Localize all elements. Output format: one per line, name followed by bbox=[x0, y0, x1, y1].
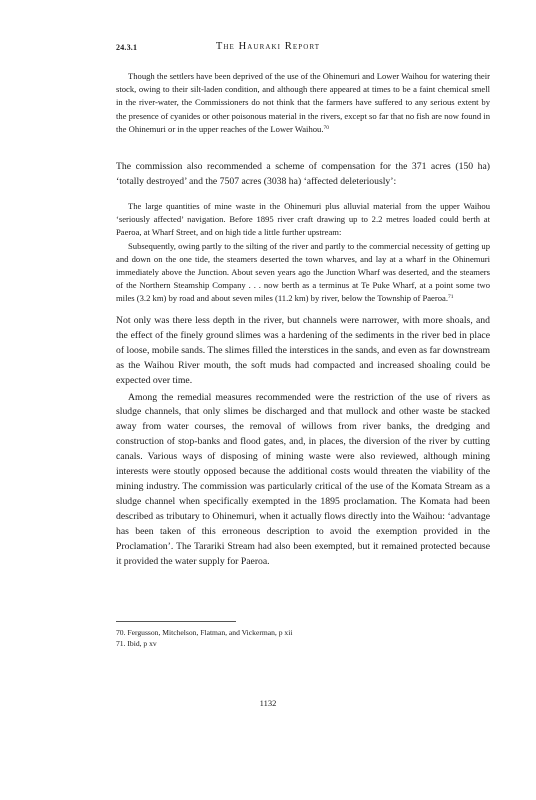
footnote-ref-71: 71 bbox=[448, 294, 454, 301]
block-quote-1 bbox=[116, 70, 490, 136]
body-paragraph-1: Not only was there less depth in the river, but channels were narrower, with more shoals, and the effect of the finely ground slimes was a hardening of the sediments in the river bed in place of loose, mobile sands. The slimes filled the interstices in the sands, and even as far downstream as the Waihou River mouth, the soft muds had compacted and increased shoaling could be expected over time. bbox=[116, 315, 490, 386]
footnote-ref-70: 70 bbox=[323, 124, 329, 131]
footnotes bbox=[116, 627, 490, 649]
footnote-71: 71. Ibid, p xv bbox=[116, 639, 157, 648]
quote-2-para-2: Subsequently, owing partly to the silting of the river and partly to the commercial necessity of getting up and down on the one tide, the steamers deserted the town wharves, and lay at a wharf in the Ohinemuri immediately above the Junction. About seven years ago the Junction Wharf was deserted, and the steamers of the Northern Steamship Company . . . now berth as a terminus at Te Puke Wharf, at a point some two miles (3.2 km) by road and about seven miles (11.2 km) by river, below the Township of Paeroa.$^{71}$ bbox=[116, 240, 490, 304]
footnote-70: 70. Fergusson, Mitchelson, Flatman, and Vickerman, p xii bbox=[116, 628, 293, 637]
page-number: 1132 bbox=[259, 698, 277, 708]
commission-paragraph-text: The commission also recommended a scheme of compensation for the 371 acres (150 ha) ‘totally destroyed’ and the 7507 acres (3038 ha) ‘affected deleteriously’: bbox=[116, 161, 490, 187]
footnote-divider bbox=[116, 621, 236, 622]
body-paragraph-2: Among the remedial measures recommended were the restriction of the use of rivers as sludge channels, that only slimes be discharged and that mullock and other waste be stacked away from water courses, the removal of willows from river banks, the dredging and construction of stop-banks and flood gates, and, in places, the diversion of the river by cutting canals. Various ways of disposing of mining waste were also reviewed, although mining interests were stoutly opposed because the additional costs would threaten the viability of the mining industry. The commission was particularly critical of the use of the Komata Stream as a sludge channel when specifically exempted in the 1895 proclamation. The Komata had been described as tributary to Ohinemuri, when it actually flows directly into the Waihou: ‘advantage has been taken of this erroneous description to avoid the exemption provided in the Proclamation’. The Tarariki Stream had also been exempted, but it remained protected because it provided the water supply for Paeroa. bbox=[116, 391, 490, 567]
running-title: The Hauraki Report bbox=[215, 41, 321, 52]
page-header bbox=[0, 41, 536, 55]
body-text bbox=[116, 314, 490, 569]
block-quote-2 bbox=[116, 200, 490, 306]
quote-1-text: Though the settlers have been deprived of the use of the Ohinemuri and Lower Waihou for watering their stock, owing to their silt-laden condition, and although there appeared at times to be a faint chemical smell in the river-water, the Commissioners do not think that the farmers have suffered to any serious extent by the presence of cyanides or other poisonous material in the rivers, except so far that no fish are now found in the Ohinemuri or in the upper reaches of the Lower Waihou.$^{70}$ bbox=[116, 71, 490, 134]
commission-paragraph bbox=[116, 160, 490, 190]
section-number: 24.3.1 bbox=[116, 43, 138, 52]
quote-2-para-1: The large quantities of mine waste in the Ohinemuri plus alluvial material from the upper Waihou ‘seriously affected’ navigation. Before 1895 river craft drawing up to 2.2 metres loaded could berth at Paeroa, at Wharf Street, and on high tide a little further upstream: bbox=[116, 201, 490, 238]
